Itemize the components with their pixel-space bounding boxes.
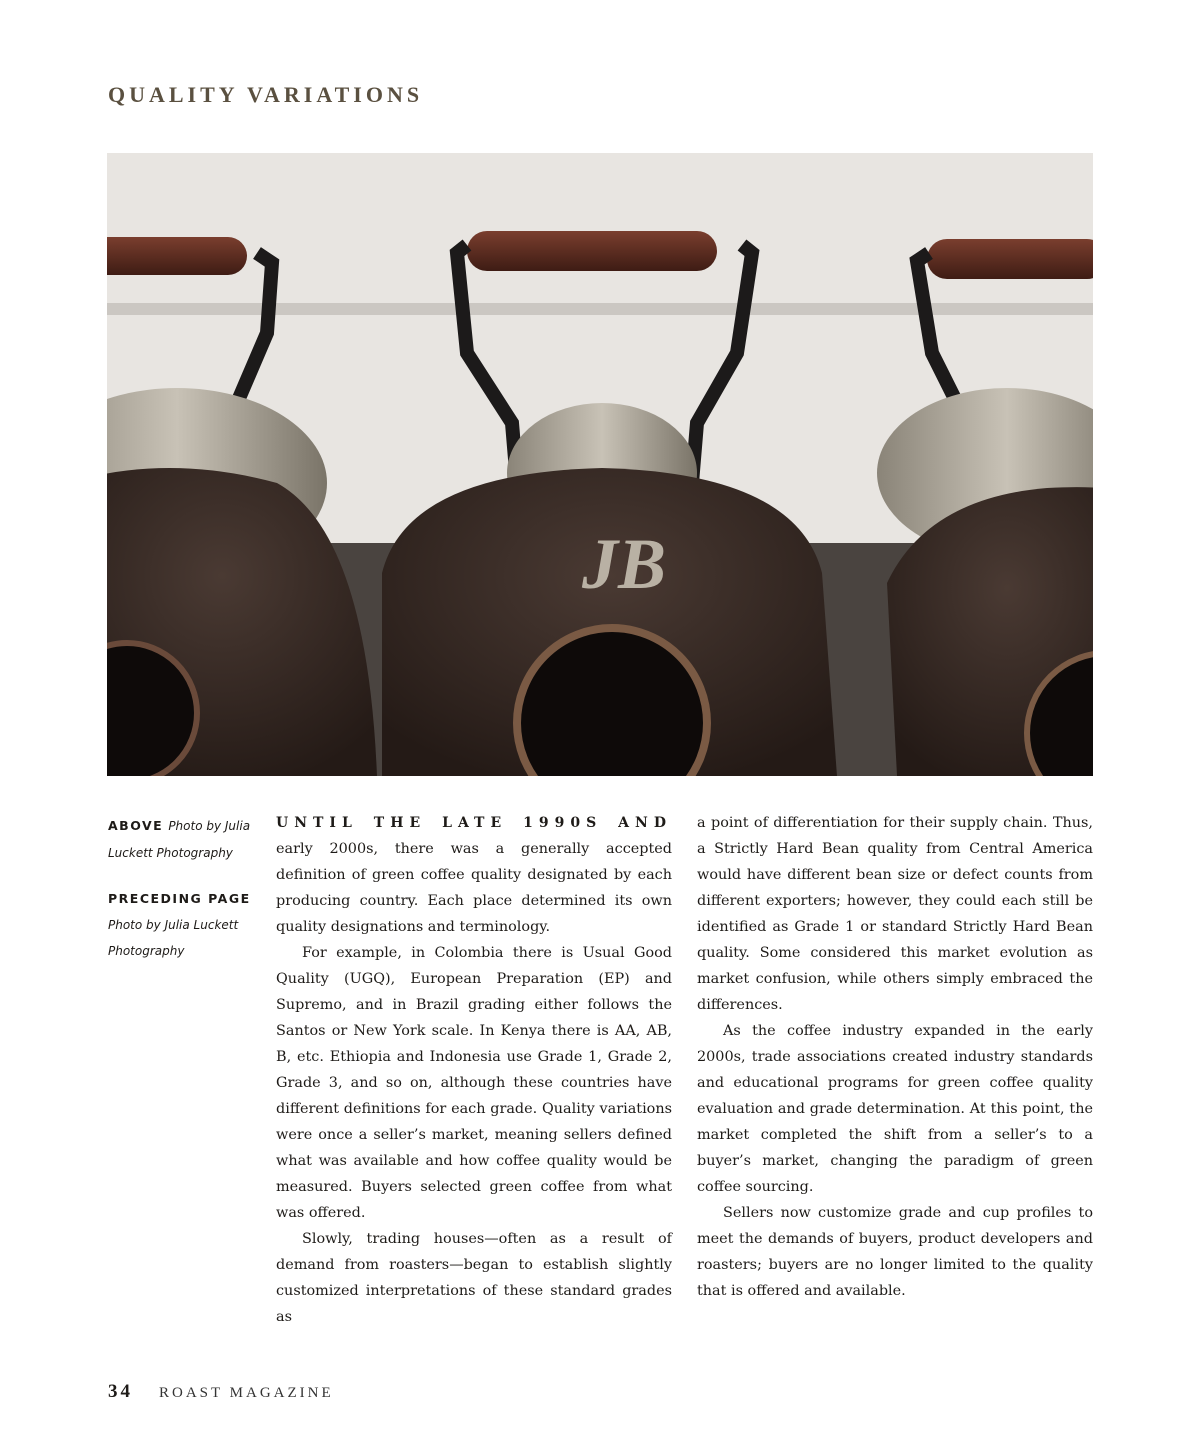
drum-center <box>382 468 837 776</box>
lead-in: UNTIL THE LATE 1990S AND <box>276 815 672 831</box>
paragraph-5: Sellers now customize grade and cup profiles to meet the demands of buyers, product developers and roasters; buyers are no longer limited to the quality that is offered and available. <box>697 1205 1093 1299</box>
preceding-label: PRECEDING PAGE <box>108 891 251 906</box>
preceding-credit-block <box>108 886 258 964</box>
article-column-right <box>697 810 1093 1304</box>
paragraph-3-start: Slowly, trading houses—often as a result of demand from roasters—began to establish slightly customized interpretations of these standard grades as <box>276 1231 672 1325</box>
paragraph-1-text: early 2000s, there was a generally accepted definition of green coffee quality designated by each producing country. Each place determined its own quality designations and terminology. <box>276 841 672 935</box>
article-column-left <box>276 810 672 1330</box>
above-label: ABOVE <box>108 818 164 833</box>
page-number: 34 <box>108 1381 133 1402</box>
roaster-photo <box>107 153 1093 776</box>
paragraph-4: As the coffee industry expanded in the early 2000s, trade associations created industry standards and educational programs for green coffee quality evaluation and grade determination. At this point, the market completed the shift from a seller’s to a buyer’s market, changing the paradigm of green coffee sourcing. <box>697 1023 1093 1195</box>
page-footer <box>108 1381 334 1403</box>
paragraph-3-end: a point of differentiation for their supply chain. Thus, a Strictly Hard Bean quality from Central America would have different bean size or defect counts from different exporters; however, they could each still be identified as Grade 1 or standard Strictly Hard Bean quality. Some considered this market evolution as market confusion, while others simply embraced the differences. <box>697 815 1093 1013</box>
preceding-credit: Photo by Julia Luckett Photography <box>108 918 239 958</box>
above-credit: Photo by Julia Luckett Photography <box>108 819 251 860</box>
jb-logo: JB <box>582 524 667 604</box>
above-credit-block <box>108 812 258 866</box>
roaster-illustration <box>107 153 1093 776</box>
paragraph-2: For example, in Colombia there is Usual Good Quality (UGQ), European Preparation (EP) and Supremo, and in Brazil grading either follows the Santos or New York scale. In Kenya there is AA, AB, B, etc. Ethiopia and Indonesia use Grade 1, Grade 2, Grade 3, and so on, although these countries have different definitions for each grade. Quality variations were once a seller’s market, meaning sellers defined what was available and how coffee quality would be measured. Buyers selected green coffee from what was offered. <box>276 945 672 1221</box>
paragraph-1 <box>276 810 672 940</box>
section-title: QUALITY VARIATIONS <box>108 82 424 107</box>
photo-credits <box>108 812 258 984</box>
magazine-name: ROAST MAGAZINE <box>159 1385 334 1401</box>
above-credit-line <box>108 812 258 866</box>
